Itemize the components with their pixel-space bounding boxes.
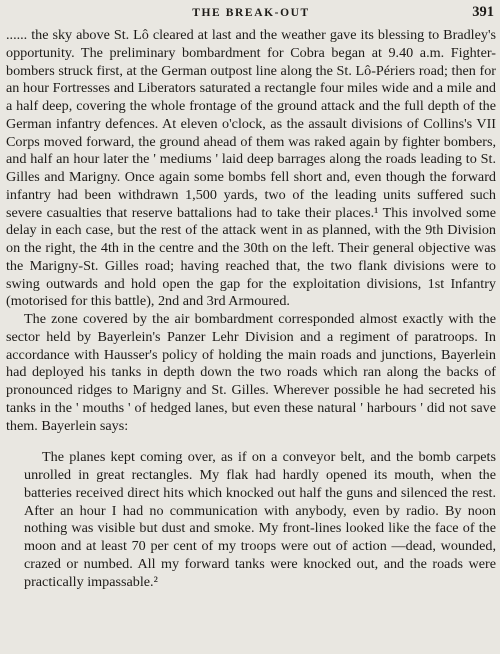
running-title: THE BREAK-OUT bbox=[192, 7, 310, 19]
body-text bbox=[6, 27, 496, 435]
paragraph-panzer-lehr: The zone covered by the air bombardment corresponded almost exactly with the sector held by Bayerlein's Panzer Lehr Division and a regiment of paratroops. In accordance with Hausser's policy of holding the main roads and junctions, Bayerlein had deployed his tanks in depth down the two roads which ran along the backs of pronounced ridges to Marigny and St. Gilles. Wherever possible he had secreted his tanks in the ' mouths ' of hedged lanes, but even these natural ' harbours ' did not save them. Bayerlein says: bbox=[6, 311, 496, 434]
paragraph-cobra-bombardment: ...... the sky above St. Lô cleared at last and the weather gave its blessing to Bradley's opportunity. The preliminary bombardment for Cobra began at 9.40 a.m. Fighter-bombers struck first, at the German outpost line along the St. Lô-Périers road; then for an hour Fortresses and Liberators saturated a rectangle four miles wide and a mile and a half deep, covering the whole frontage of the ground attack and the full depth of the German infantry defences. At eleven o'clock, as the assault divisions of Collins's VII Corps moved forward, the ground ahead of them was raked again by fighter bombers, and half an hour later the ' mediums ' laid deep barrages along the roads leading to St. Gilles and Marigny. Once again some bombs fell short and, even though the forward infantry had been withdrawn 1,500 yards, two of the leading units suffered such severe casualties that reserve battalions had to take their places.¹ This involved some delay in each case, but the rest of the attack went in as planned, with the 9th Division on the right, the 4th in the centre and the 30th on the left. Their general objective was the Marigny-St. Gilles road; having reached that, the two flank divisions were to swing outwards and hold open the gap for the exploitation divisions, 1st Infantry (motorised for this battle), 2nd and 3rd Armoured. bbox=[6, 27, 496, 310]
running-head bbox=[6, 0, 496, 27]
bayerlein-quote bbox=[6, 449, 496, 591]
page-number: 391 bbox=[472, 4, 494, 20]
quote-text: The planes kept coming over, as if on a conveyor belt, and the bomb carpets unrolled in great rectangles. My flak had hardly opened its mouth, when the batteries received direct hits which knocked out half the guns and silenced the rest. After an hour I had no communication with anybody, even by radio. By noon nothing was visible but dust and smoke. My front-lines looked like the face of the moon and at least 70 per cent of my troops were out of action —dead, wounded, crazed or numbed. All my forward tanks were knocked out, and the roads were practically impassable.² bbox=[24, 449, 496, 590]
